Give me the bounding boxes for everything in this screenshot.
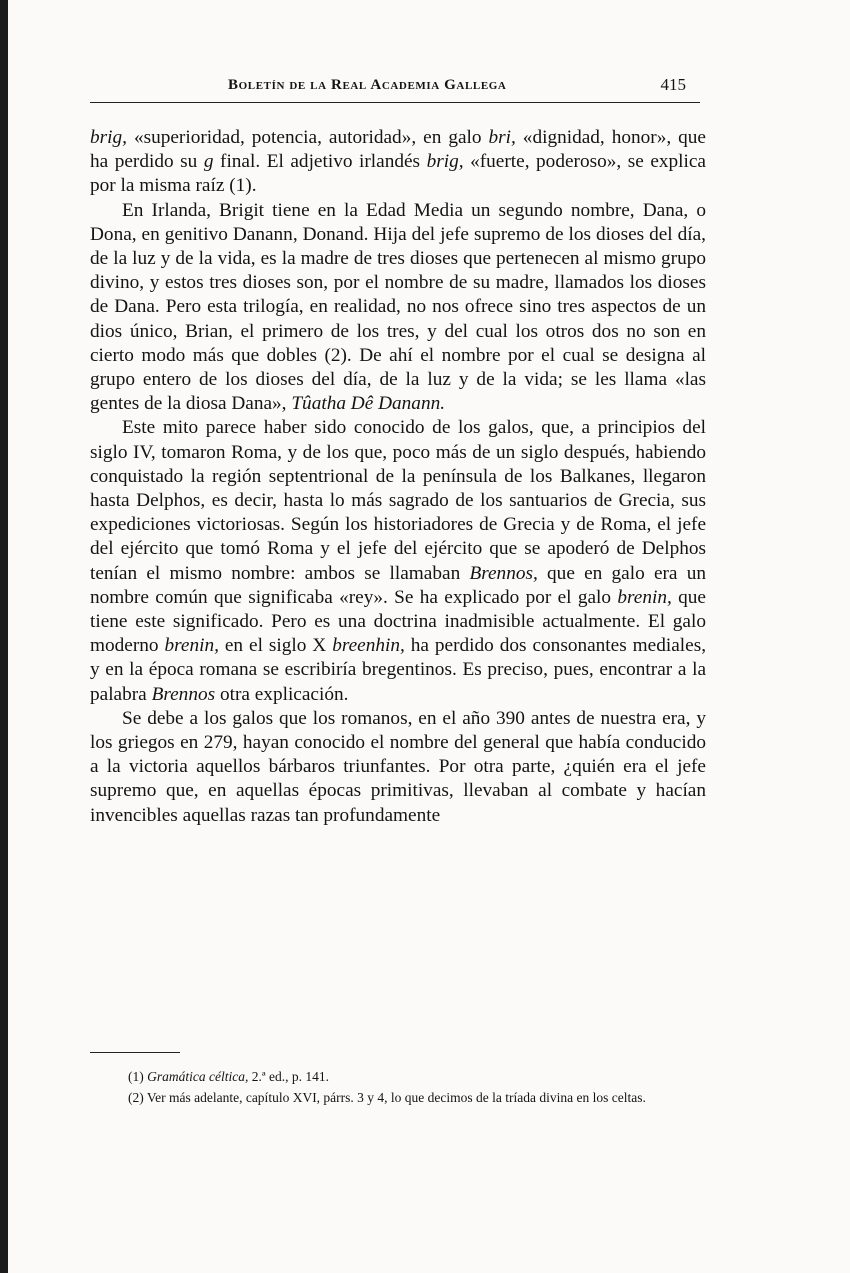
paragraph-2 [90, 199, 706, 417]
italic-run: brig, [90, 127, 127, 148]
paragraph-4 [90, 707, 706, 828]
paragraph-1 [90, 126, 706, 199]
italic-run: Brennos, [469, 562, 538, 584]
text-run: «fuerte, poderoso», se explica por la misma raíz (1). [90, 151, 706, 197]
footnote-1 [90, 1066, 706, 1087]
italic-run: brig, [426, 151, 464, 173]
text-run: (1) [128, 1069, 148, 1084]
text-run: que tiene este significado. Pero es una doctrina inadmisible actualmente. El galo moderno [90, 586, 706, 657]
italic-run: Brennos [151, 683, 216, 705]
text-run: «dignidad, honor», que ha perdido su [90, 127, 706, 173]
text-run: «superioridad, potencia, autoridad», en galo [126, 127, 489, 148]
body-text [90, 126, 706, 828]
page-left-edge [0, 0, 8, 1273]
text-run: final. El adjetivo irlandés [213, 151, 427, 173]
text-run: (2) Ver más adelante, capítulo XVI, párrs. 3 y 4, lo que decimos de la tríada divina en los celtas. [128, 1090, 646, 1105]
page-number: 415 [660, 75, 686, 94]
text-run: Este mito parece haber sido conocido de los galos, que, a principios del siglo IV, tomaron Roma, y de los que, poco más de un siglo después, habiendo conquistado la región septentrional de la península de los Balkanes, llegaron hasta Delphos, es decir, hasta lo más sagrado de los santuarios de Grecia, sus expediciones victoriosas. Según los historiadores de Grecia y de Roma, el jefe del ejército que tomó Roma y el jefe del ejército que se apoderó de Delphos tenían el mismo nombre: ambos se llamaban [90, 417, 706, 584]
text-run: 2.ª ed., p. 141. [248, 1069, 329, 1084]
text-run: que en galo era un nombre común que significaba «rey». Se ha explicado por el galo [90, 562, 706, 608]
text-run: otra explicación. [215, 683, 349, 705]
footnote-rule [90, 1052, 180, 1053]
footnotes [90, 1066, 706, 1108]
journal-title: Boletín de la Real Academia Gallega [228, 77, 507, 93]
running-header [90, 74, 700, 103]
italic-run: g [203, 151, 214, 173]
text-run: en el siglo X [218, 635, 333, 657]
text-run: ha perdido dos consonantes mediales, y en la época romana se escribiría bregentinos. Es preciso, pues, encontrar a la palabra [90, 635, 707, 705]
italic-run: Tûatha Dê Danann. [291, 393, 446, 415]
paragraph-3 [90, 416, 706, 706]
footnote-2 [90, 1087, 706, 1108]
italic-run: brenin, [617, 586, 672, 608]
text-run: En Irlanda, Brigit tiene en la Edad Media un segundo nombre, Dana, o Dona, en genitivo Danann, Donand. Hija del jefe supremo de los dioses del día, de la luz y de la vida, es la madre de tres dioses que pertenecen al mismo grupo divino, y estos tres dioses son, por el nombre de su madre, llamados los dioses de Dana. Pero esta trilogía, en realidad, no nos ofrece sino tres aspectos de un dios único, Brian, el primero de los tres, y del cual los otros dos no son en cierto modo más que dobles (2). De ahí el nombre por el cual se designa al grupo entero de los dioses del día, de la luz y de la vida; se les llama «las gentes de la diosa Dana», [90, 199, 706, 415]
italic-run: brenin, [164, 635, 219, 657]
text-run: Se debe a los galos que los romanos, en el año 390 antes de nuestra era, y los griegos en 279, hayan conocido el nombre del general que había conducido a la victoria aquellos bárbaros triunfantes. Por otra parte, ¿quién era el jefe supremo que, en aquellas épocas primitivas, llevaban al combate y hacían invencibles aquellas razas tan profundamente [90, 707, 706, 826]
italic-run: Gramática céltica, [147, 1069, 249, 1084]
italic-run: breenhin, [332, 635, 405, 657]
italic-run: bri, [488, 127, 516, 148]
